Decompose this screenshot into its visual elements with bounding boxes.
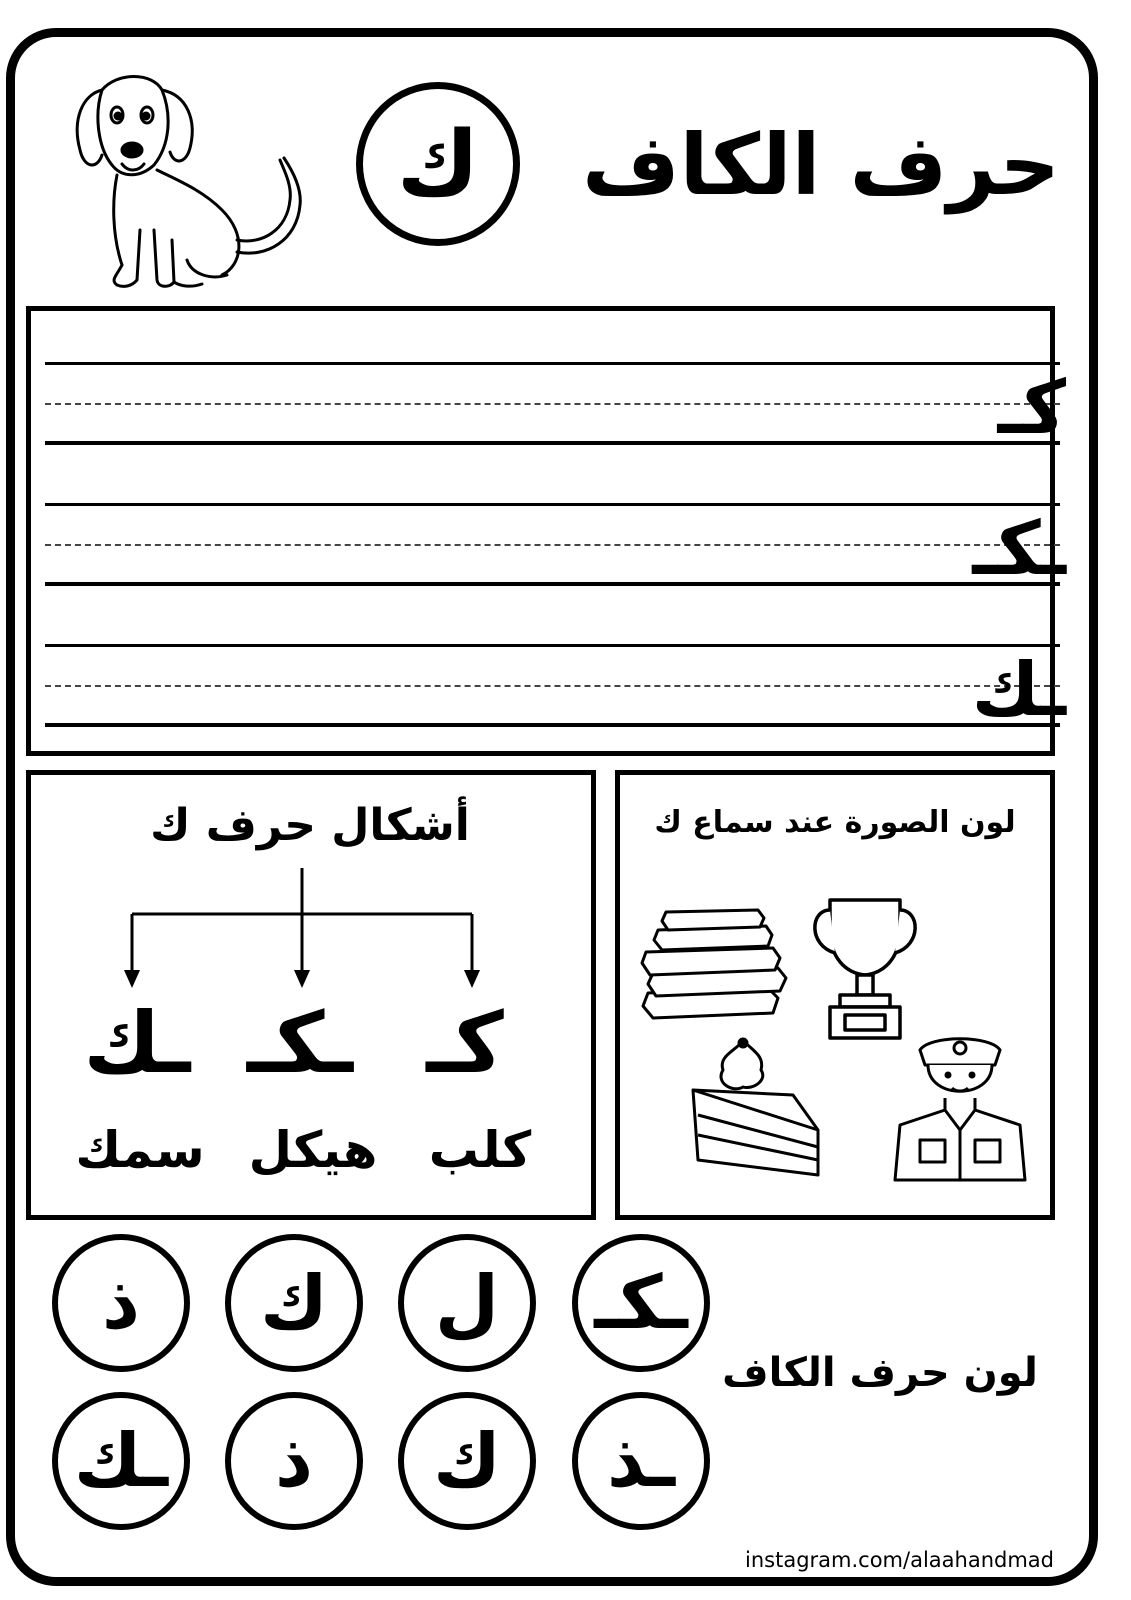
letter-circle[interactable]: ل [398, 1234, 536, 1372]
letter-circle[interactable]: ـكـ [572, 1234, 710, 1372]
guide-line-top [45, 644, 1060, 647]
title-letter-circle [356, 82, 520, 246]
guide-line-base [45, 582, 1060, 586]
tracing-section [26, 306, 1055, 756]
color-picture-heading: لون الصورة عند سماع ك [654, 805, 1016, 840]
books-icon [638, 908, 793, 1023]
guide-line-dashed [45, 685, 1060, 687]
letter-circle[interactable]: ك [225, 1234, 363, 1372]
form-medial-letter: ـكـ [246, 994, 354, 1092]
trace-letter-medial: ـكـ [972, 506, 1066, 592]
cake-icon [683, 1035, 823, 1180]
page-title: حرف الكاف [582, 116, 1060, 214]
guide-line-top [45, 503, 1060, 506]
guide-line-top [45, 362, 1060, 365]
guide-line-base [45, 723, 1060, 727]
forms-arrow-diagram [110, 862, 490, 992]
letter-circle[interactable]: ذ [52, 1234, 190, 1372]
trace-letter-initial: كـ [997, 365, 1066, 451]
form-initial-letter: كـ [426, 994, 504, 1092]
guide-line-base [45, 441, 1060, 445]
letter-circle[interactable]: ذ [225, 1392, 363, 1530]
form-initial-word: كلب [428, 1121, 532, 1179]
color-letter-heading: لون حرف الكاف [722, 1350, 1038, 1396]
guide-line-dashed [45, 544, 1060, 546]
letter-circle[interactable]: ـذ [572, 1392, 710, 1530]
form-final-word: سمك [75, 1121, 205, 1179]
dog-icon [62, 60, 322, 300]
trophy-icon [805, 895, 925, 1045]
police-officer-icon [890, 1030, 1030, 1185]
letter-circle[interactable]: ك [398, 1392, 536, 1530]
letter-circle[interactable]: ـك [52, 1392, 190, 1530]
trace-letter-final: ـك [971, 647, 1066, 733]
footer-credit: instagram.com/alaahandmad [745, 1548, 1054, 1572]
form-medial-word: هيكل [248, 1121, 378, 1179]
form-final-letter: ـك [83, 994, 191, 1092]
guide-line-dashed [45, 403, 1060, 405]
title-letter: ك [396, 111, 480, 217]
letter-forms-heading: أشكال حرف ك [150, 800, 470, 851]
